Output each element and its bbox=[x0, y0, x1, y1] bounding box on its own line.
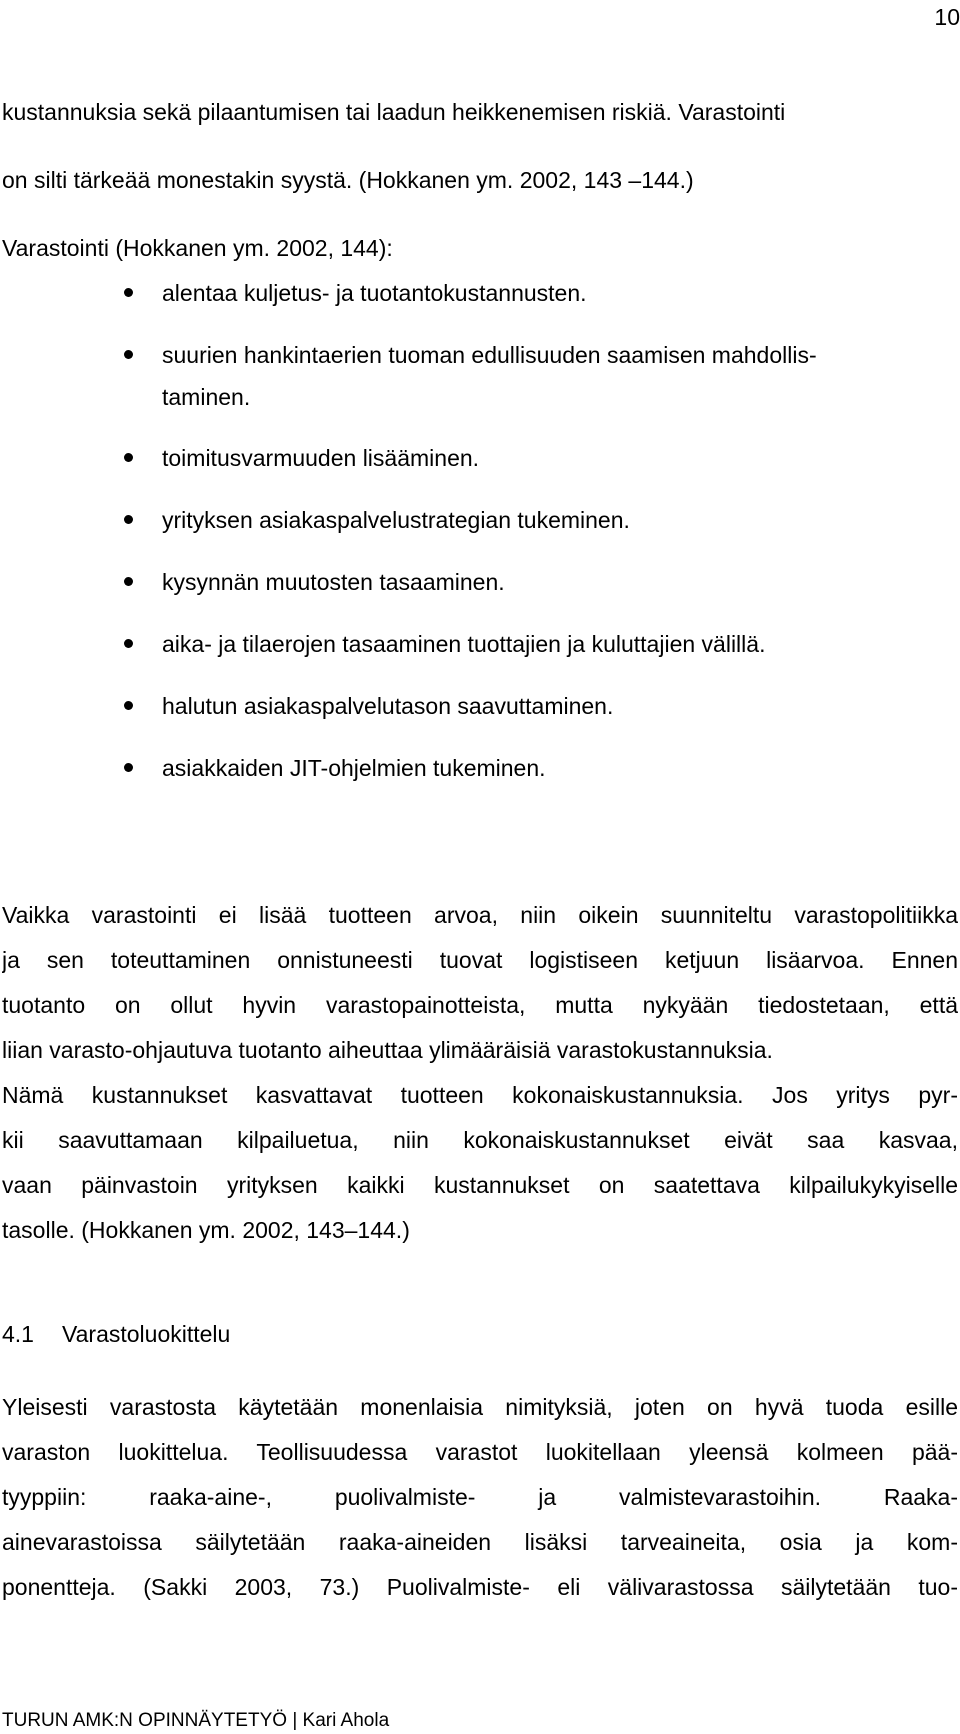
body-paragraph bbox=[2, 893, 958, 1253]
page-footer bbox=[2, 1710, 389, 1732]
list-item bbox=[2, 551, 958, 613]
paragraph-line: kii saavuttamaan kilpailuetua, niin kokonaiskustannukset eivät saa kasvaa, bbox=[2, 1127, 958, 1153]
paragraph-line: vaan päinvastoin yrityksen kaikki kustannukset on saatettava kilpailukykyiselle bbox=[2, 1172, 958, 1198]
paragraph-line: tuotanto on ollut hyvin varastopainotteista, mutta nykyään tiedostetaan, että bbox=[2, 992, 958, 1018]
list-item-text: aika- ja tilaerojen tasaaminen tuottajien ja kuluttajien välillä. bbox=[162, 631, 766, 657]
section-number: 4.1 bbox=[2, 1321, 34, 1347]
list-item bbox=[2, 489, 958, 551]
section-paragraph bbox=[2, 1385, 958, 1610]
bullet-icon bbox=[124, 701, 133, 710]
paragraph-line: tasolle. (Hokkanen ym. 2002, 143–144.) bbox=[2, 1217, 410, 1243]
intro-line: kustannuksia sekä pilaantumisen tai laadun heikkenemisen riskiä. Varastointi bbox=[2, 99, 786, 125]
bullet-icon bbox=[124, 453, 133, 462]
list-item bbox=[2, 427, 958, 489]
list-item bbox=[2, 324, 958, 427]
bullet-list bbox=[2, 262, 958, 799]
paragraph-line: Nämä kustannukset kasvattavat tuotteen kokonaiskustannuksia. Jos yritys pyr- bbox=[2, 1082, 958, 1108]
list-item-text: kysynnän muutosten tasaaminen. bbox=[162, 569, 505, 595]
list-item-text: halutun asiakaspalvelutason saavuttaminen. bbox=[162, 693, 614, 719]
page-number: 10 bbox=[934, 4, 960, 30]
intro-line: on silti tärkeää monestakin syystä. (Hokkanen ym. 2002, 143 –144.) bbox=[2, 167, 694, 193]
paragraph-line: varaston luokittelua. Teollisuudessa varastot luokitellaan yleensä kolmeen pää- bbox=[2, 1439, 958, 1465]
list-item-text: alentaa kuljetus- ja tuotantokustannusten. bbox=[162, 280, 587, 306]
intro-paragraph bbox=[2, 78, 958, 282]
footer-institution: TURUN AMK:N OPINNÄYTETYÖ bbox=[2, 1710, 288, 1731]
paragraph-line: ja sen toteuttaminen onnistuneesti tuovat logistiseen ketjuun lisäarvoa. Ennen bbox=[2, 947, 958, 973]
list-item-text: suurien hankintaerien tuoman edullisuuden saamisen mahdollis- bbox=[162, 342, 817, 368]
paragraph-line: liian varasto-ohjautuva tuotanto aiheuttaa ylimääräisiä varastokustannuksia. bbox=[2, 1037, 773, 1063]
bullet-list-block bbox=[2, 262, 958, 799]
bullet-icon bbox=[124, 639, 133, 648]
bullet-icon bbox=[124, 288, 133, 297]
bullet-icon bbox=[124, 350, 133, 359]
list-item bbox=[2, 737, 958, 799]
footer-separator: | bbox=[292, 1710, 298, 1731]
paragraph-line: tyyppiin: raaka-aine-, puolivalmiste- ja valmistevarastoihin. Raaka- bbox=[2, 1484, 958, 1510]
paragraph-line: ponentteja. (Sakki 2003, 73.) Puolivalmiste- eli välivarastossa säilytetään tuo- bbox=[2, 1574, 958, 1600]
paragraph-line: Vaikka varastointi ei lisää tuotteen arvoa, niin oikein suunniteltu varastopolitiikka bbox=[2, 902, 958, 928]
list-item-text: asiakkaiden JIT-ohjelmien tukeminen. bbox=[162, 755, 546, 781]
bullet-icon bbox=[124, 763, 133, 772]
bullet-icon bbox=[124, 515, 133, 524]
section-title: Varastoluokittelu bbox=[61, 1321, 231, 1347]
list-item-text: toimitusvarmuuden lisääminen. bbox=[162, 445, 480, 471]
bullet-icon bbox=[124, 577, 133, 586]
section-heading bbox=[2, 1310, 958, 1358]
list-item-text: yrityksen asiakaspalvelustrategian tukeminen. bbox=[162, 507, 630, 533]
paragraph-line: Yleisesti varastosta käytetään monenlaisia nimityksiä, joten on hyvä tuoda esille bbox=[2, 1394, 958, 1420]
list-intro: Varastointi (Hokkanen ym. 2002, 144): bbox=[2, 235, 393, 261]
list-item bbox=[2, 613, 958, 675]
paragraph-line: ainevarastoissa säilytetään raaka-aineiden lisäksi tarveaineita, osia ja kom- bbox=[2, 1529, 958, 1555]
list-item-text: taminen. bbox=[162, 384, 251, 410]
list-item bbox=[2, 262, 958, 324]
footer-author: Kari Ahola bbox=[302, 1710, 390, 1731]
list-item bbox=[2, 675, 958, 737]
